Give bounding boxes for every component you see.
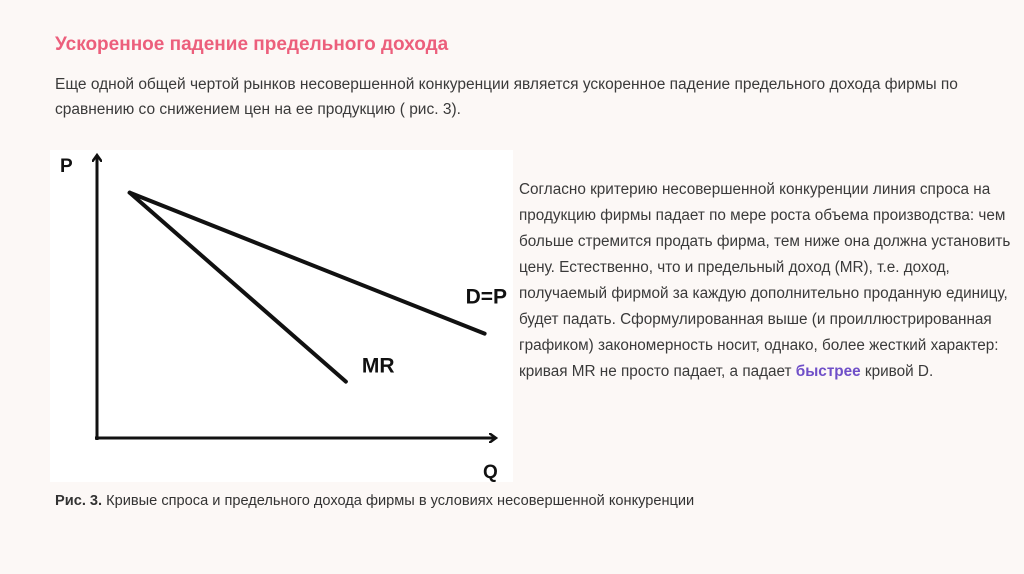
y-axis-label: P [60, 156, 73, 177]
highlight-link[interactable]: быстрее [795, 363, 861, 380]
explanation-text-end: кривой D. [860, 363, 934, 380]
demand-mr-chart [50, 150, 513, 482]
figure-chart [50, 150, 513, 482]
x-axis-label: Q [483, 462, 498, 483]
series-layer [130, 193, 507, 382]
caption-text: Кривые спроса и предельного дохода фирмы в условиях несовершенной конкуренции [102, 493, 695, 509]
series-label-d-p: D=P [465, 285, 507, 309]
section-title: Ускоренное падение предельного дохода [55, 34, 449, 55]
series-line-mr [130, 193, 346, 382]
figure-caption [55, 493, 694, 509]
intro-paragraph: Еще одной общей чертой рынков несовершенной конкуренции является ускоренное падение предельного дохода фирмы по сравнению со снижением цен на ее продукцию ( рис. 3). [55, 76, 958, 118]
series-label-mr: MR [361, 354, 395, 378]
series-line-d-p [130, 193, 485, 334]
explanation-paragraph [519, 177, 1019, 385]
caption-label: Рис. 3. [55, 493, 103, 509]
explanation-text: Согласно критерию несовершенной конкуренции линия спроса на продукцию фирмы падает по мере роста объема производства: чем больше стремится продать фирма, тем ниже она должна установить цену. Естественно, что и предельный доход (MR), т.е. доход, получаемый фирмой за каждую дополнительно проданную единицу, будет падать. Сформулированная выше (и проиллюстрированная графиком) закономерность носит, однако, более жесткий характер: кривая MR не просто падает, а падает [519, 181, 1011, 380]
